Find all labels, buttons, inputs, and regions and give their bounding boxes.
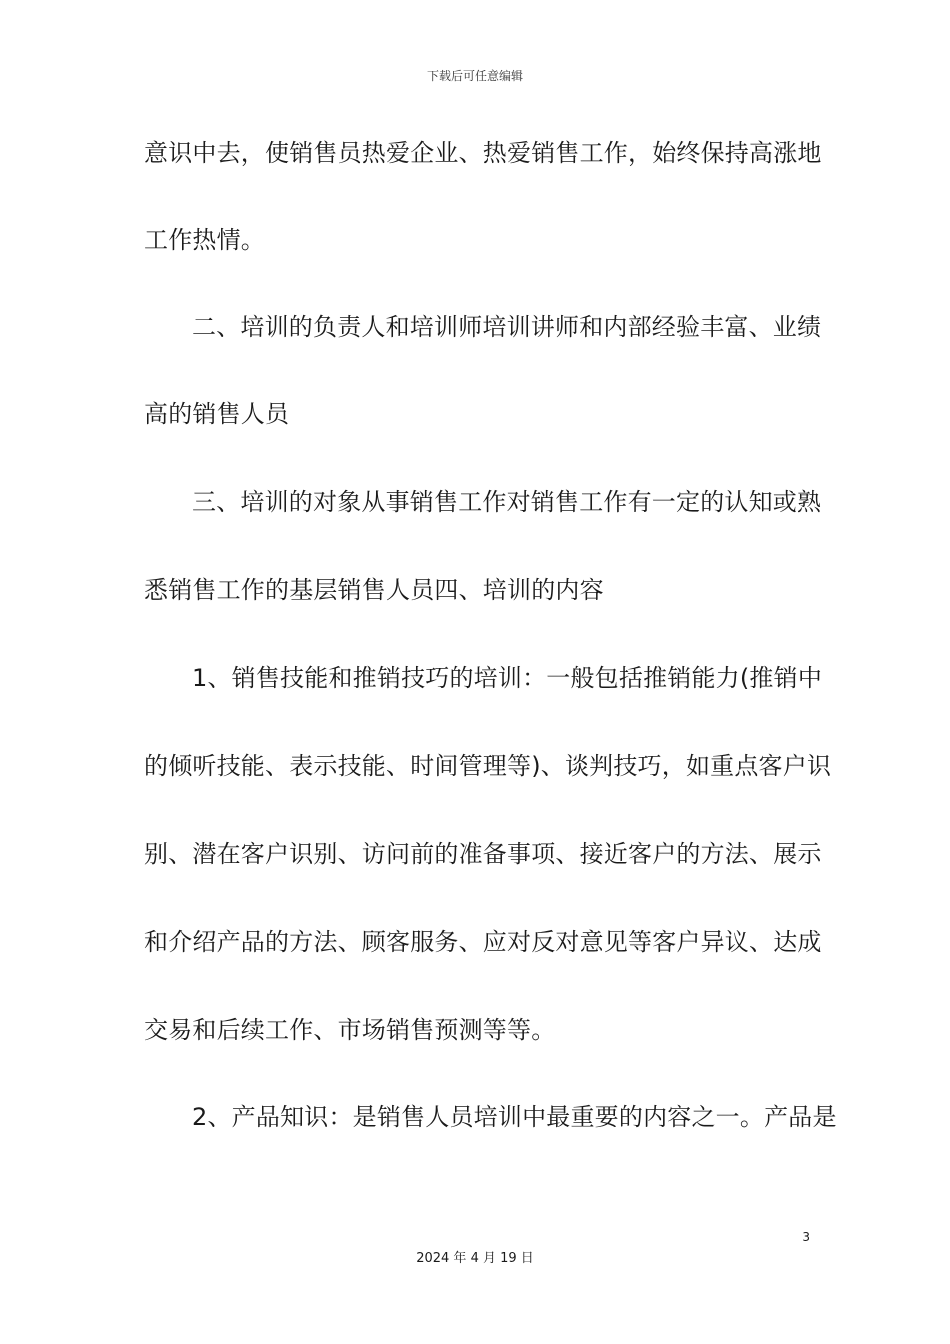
page-number: 3 [802, 1230, 810, 1244]
body-line: 悉销售工作的基层销售人员四、培训的内容 [144, 576, 604, 604]
paragraph-start-line: 三、培训的对象从事销售工作对销售工作有一定的认知或熟 [192, 488, 822, 516]
body-line: 别、潜在客户识别、访问前的准备事项、接近客户的方法、展示 [144, 840, 822, 868]
paragraph-start-line: 1、销售技能和推销技巧的培训：一般包括推销能力(推销中 [192, 664, 823, 692]
body-line: 工作热情。 [144, 226, 265, 254]
paragraph-start-line: 二、培训的负责人和培训师培训讲师和内部经验丰富、业绩 [192, 313, 822, 341]
page-footer-date: 2024 年 4 月 19 日 [416, 1251, 534, 1266]
paragraph-start-line: 2、产品知识：是销售人员培训中最重要的内容之一。产品是 [192, 1103, 837, 1131]
page-header: 下载后可任意编辑 [426, 69, 523, 83]
body-line: 高的销售人员 [144, 400, 290, 428]
body-line: 的倾听技能、表示技能、时间管理等)、谈判技巧，如重点客户识 [144, 752, 832, 780]
body-line: 意识中去，使销售员热爱企业、热爱销售工作，始终保持高涨地 [144, 139, 822, 167]
body-line: 交易和后续工作、市场销售预测等等。 [144, 1016, 556, 1044]
body-line: 和介绍产品的方法、顾客服务、应对反对意见等客户异议、达成 [144, 928, 822, 956]
